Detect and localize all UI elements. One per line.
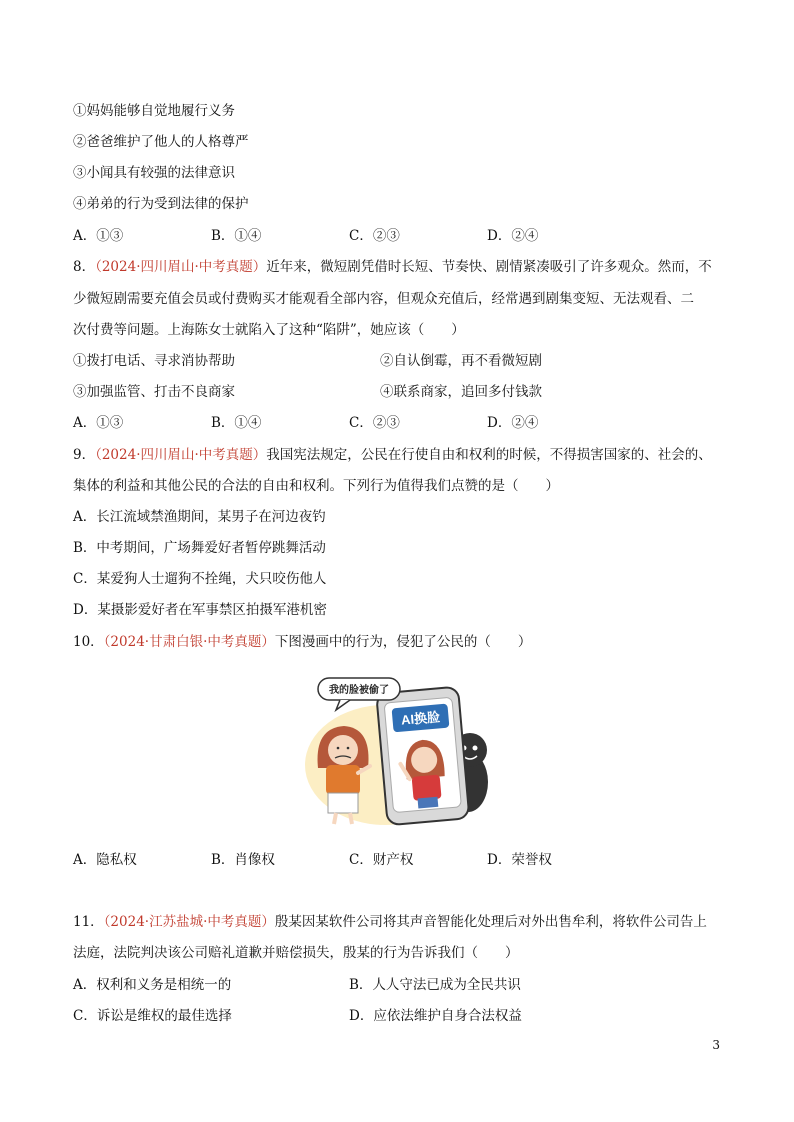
- q11-source-tag: （2024·江苏盐城·中考真题）: [103, 914, 275, 930]
- q8-option-d: D．②④: [487, 415, 539, 431]
- q8-item-2: ②自认倒霉，再不看微短剧: [380, 353, 542, 369]
- q11-stem-line-1: [73, 913, 707, 931]
- ai-face-swap-cartoon: [300, 670, 500, 830]
- q9-number: 9．: [73, 447, 96, 463]
- page-number: 3: [712, 1038, 720, 1052]
- q9-stem-line-1: [73, 446, 712, 464]
- q7-option-d: D．②④: [487, 228, 539, 244]
- q7-item-1: ①妈妈能够自觉地履行义务: [73, 103, 235, 119]
- q10-option-a: A．隐私权: [73, 852, 137, 868]
- q9-option-d: D．某摄影爱好者在军事禁区拍摄军港机密: [73, 602, 327, 618]
- q10-text: 下图漫画中的行为，侵犯了公民的（ ）: [274, 634, 532, 650]
- q9-option-c: C．某爱狗人士遛狗不拴绳，犬只咬伤他人: [73, 571, 327, 587]
- q9-stem-line-2: 集体的利益和其他公民的合法的自由和权利。下列行为值得我们点赞的是（ ）: [73, 478, 559, 494]
- q11-text-1: 殷某因某软件公司将其声音智能化处理后对外出售牟利，将软件公司告上: [274, 914, 707, 930]
- q9-text-1: 我国宪法规定，公民在行使自由和权利的时候，不得损害国家的、社会的、: [266, 447, 712, 463]
- q9-option-a: A．长江流域禁渔期间，某男子在河边夜钓: [73, 509, 326, 525]
- q8-item-1: ①拨打电话、寻求消协帮助: [73, 353, 235, 369]
- q11-option-c: C．诉讼是维权的最佳选择: [73, 1008, 232, 1024]
- q8-stem-line-1: [73, 258, 712, 276]
- q9-source-tag: （2024·四川眉山·中考真题）: [95, 447, 267, 463]
- speech-bubble-text: 我的脸被偷了: [329, 685, 389, 696]
- q8-number: 8．: [73, 259, 96, 275]
- q8-item-4: ④联系商家，追回多付钱款: [380, 384, 542, 400]
- q11-option-a: A．权利和义务是相统一的: [73, 977, 232, 993]
- q10-option-d: D．荣誉权: [487, 852, 552, 868]
- q9-option-b: B．中考期间，广场舞爱好者暂停跳舞活动: [73, 540, 326, 556]
- q10-number: 10．: [73, 634, 104, 650]
- q8-stem-line-3: 次付费等问题。上海陈女士就陷入了这种“陷阱”，她应该（ ）: [73, 322, 465, 338]
- q8-text-1: 近年来，微短剧凭借时长短、节奏快、剧情紧凑吸引了许多观众。然而，不: [266, 259, 712, 275]
- q7-option-b: B．①④: [211, 228, 262, 244]
- q8-option-c: C．②③: [349, 415, 400, 431]
- q8-stem-line-2: 少微短剧需要充值会员或付费购买才能观看全部内容，但观众充值后，经常遇到剧集变短、无法观看、二: [73, 291, 694, 307]
- q11-stem-line-2: 法庭，法院判决该公司赔礼道歉并赔偿损失，殷某的行为告诉我们（ ）: [73, 945, 519, 961]
- q11-option-d: D．应依法维护自身合法权益: [349, 1008, 522, 1024]
- q7-item-4: ④弟弟的行为受到法律的保护: [73, 196, 249, 212]
- q11-number: 11．: [73, 914, 104, 930]
- q10-option-b: B．肖像权: [211, 852, 275, 868]
- q8-source-tag: （2024·四川眉山·中考真题）: [95, 259, 267, 275]
- phone-screen-title: AI换脸: [400, 709, 441, 728]
- q10-stem: [73, 633, 531, 651]
- q7-option-c: C．②③: [349, 228, 400, 244]
- q10-option-c: C．财产权: [349, 852, 414, 868]
- q10-source-tag: （2024·甘肃白银·中考真题）: [103, 634, 275, 650]
- q8-option-b: B．①④: [211, 415, 262, 431]
- q8-option-a: A．①③: [73, 415, 124, 431]
- q7-item-2: ②爸爸维护了他人的人格尊严: [73, 134, 249, 150]
- q11-option-b: B．人人守法已成为全民共识: [349, 977, 521, 993]
- q7-item-3: ③小闻具有较强的法律意识: [73, 165, 235, 181]
- q7-option-a: A．①③: [73, 228, 124, 244]
- q8-item-3: ③加强监管、打击不良商家: [73, 384, 235, 400]
